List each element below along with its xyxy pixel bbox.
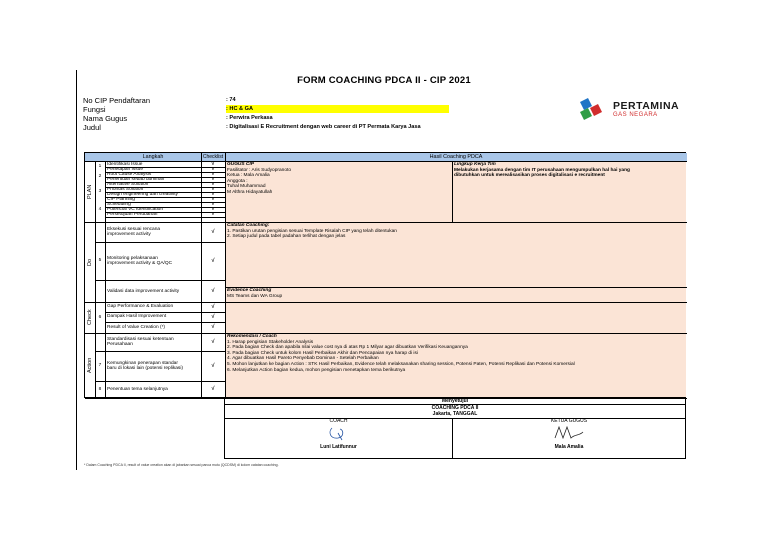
ketua-role: KETUA GUGUS bbox=[550, 418, 588, 424]
coach-signature-column bbox=[225, 418, 452, 458]
step-number: 3 bbox=[98, 189, 102, 194]
checklist-mark: √ bbox=[211, 197, 215, 202]
info-labels bbox=[83, 96, 150, 132]
checklist-mark: √ bbox=[211, 207, 215, 212]
checklist-mark: √ bbox=[211, 192, 215, 197]
step-number bbox=[95, 333, 105, 351]
step-item: Potencial VC Identification bbox=[107, 207, 163, 212]
catatan-heading: Catatan Coaching: bbox=[227, 223, 270, 228]
checklist-mark: √ bbox=[211, 177, 215, 182]
gugus-line: M Althra Hidayatullah bbox=[227, 189, 273, 195]
phase-do: Do bbox=[87, 258, 93, 266]
step-item: Root Cause Analysis bbox=[107, 172, 152, 177]
step-item: Penentuan sebab dominan bbox=[107, 177, 165, 182]
catatan-line: 2. Setiap judul pada tabel padahan terlihat dengan jelas bbox=[227, 234, 346, 240]
phase-plan: PLAN bbox=[87, 184, 93, 200]
approval-heading: Menyetujui bbox=[441, 398, 469, 404]
rekomendasi-block bbox=[226, 334, 684, 394]
step-number: 8 bbox=[98, 387, 102, 392]
gugus-line: Tuhal Muhammad bbox=[227, 184, 266, 190]
label-no-cip: No CIP Pendaftaran bbox=[83, 96, 150, 105]
evidence-block bbox=[226, 288, 684, 302]
checklist-mark: √ bbox=[211, 167, 215, 172]
step-item: Alternative Solution bbox=[107, 182, 149, 187]
label-judul: Judul bbox=[83, 123, 101, 132]
checklist-mark: √ bbox=[211, 324, 215, 330]
ketua-signature-column bbox=[453, 418, 685, 458]
value-no-cip: : 74 bbox=[226, 97, 236, 103]
step-item: Identifikasi Issue bbox=[107, 162, 143, 167]
rekomendasi-line: 5. Mohon lanjutkan ke bagian Action : STK Hasil Perbaikan, Evidence telah melaksanakan sharing session, Potensi Paten, Potensi Replikasi dan Potensi Komersial bbox=[227, 361, 575, 367]
checklist-mark: √ bbox=[211, 339, 215, 345]
checklist-mark: √ bbox=[211, 229, 215, 235]
gugus-line: Ketua : Mala Amalia bbox=[227, 173, 270, 179]
checklist-mark: √ bbox=[211, 212, 215, 217]
step-number: 6 bbox=[98, 315, 102, 320]
step-item: Standardisasi sesuai ketentuan Perusahaan bbox=[107, 337, 174, 347]
step-item: Validasi data improvement activity bbox=[107, 288, 180, 294]
gugus-line: Anggota : bbox=[227, 178, 248, 184]
checklist-mark: √ bbox=[211, 172, 215, 177]
checklist-mark: √ bbox=[211, 182, 215, 187]
step-number: 1 bbox=[98, 164, 102, 169]
step-item: Persetujuan Perubahan bbox=[107, 212, 158, 217]
step-item: Penentuan tema selanjutnya bbox=[107, 387, 168, 392]
catatan-block bbox=[226, 223, 684, 243]
approval-block bbox=[224, 397, 686, 459]
evidence-heading: Evidence Coaching bbox=[227, 288, 272, 293]
step-item: Kemungkinan penerapan standar baru di lokasi lain (potensi replikasi) bbox=[107, 361, 183, 371]
rekomendasi-line: 1. Harap pengisian Stakeholder Analysis bbox=[227, 339, 314, 345]
info-values bbox=[226, 96, 449, 132]
rekomendasi-line: 2. Pada bagian Check dan apabila nilai value cost nya di atas Rp 1 Milyar agar dibuatkan Verifikasi Keuangannya bbox=[227, 345, 468, 351]
header-hasil: Hasil Coaching PDCA bbox=[429, 154, 483, 160]
rekomendasi-line: 3. Pada bagian Check untuk kolom Hasil Perbaikan Akhir dan Pencapaian nya harap di isi bbox=[227, 350, 418, 356]
step-number: 5 bbox=[98, 258, 102, 263]
header-checklist: Checklist bbox=[202, 154, 224, 160]
step-item: CIP Planning bbox=[107, 197, 135, 202]
gugus-line: Fasilitator : Aris Sudyopranoto bbox=[227, 167, 291, 173]
phase-check: Check bbox=[87, 309, 93, 326]
step-item: Eksekusi sesuai rencana improvement activity bbox=[107, 227, 161, 237]
evidence-line: MS Teams dan WA Group bbox=[227, 293, 283, 299]
coach-role: COACH bbox=[329, 418, 348, 424]
rekomendasi-heading: Rekomendasi / Coach bbox=[227, 334, 277, 339]
coach-name: Luni Latifunnur bbox=[320, 444, 357, 450]
step-item: Scheduling bbox=[107, 202, 131, 207]
checklist-mark: √ bbox=[211, 187, 215, 192]
step-number bbox=[95, 222, 105, 242]
lingkup-line: Melakukan kerjasama dengan tim IT perusahaan mengumpulkan hal hai yang bbox=[454, 167, 630, 173]
ketua-name: Mala Amalia bbox=[554, 444, 584, 450]
gugus-heading: GUGUS CIP bbox=[227, 162, 254, 167]
approval-sub2: Jakarta, TANGGAL bbox=[432, 411, 478, 417]
footnote: * Dalam Coaching PDCA II, result of value creation akan di jabarkan sesuai panca mutu (QCDSM) di kolom catatan coaching. bbox=[84, 463, 279, 467]
step-item: Prioritas Solution bbox=[107, 187, 144, 192]
checklist-mark: √ bbox=[211, 314, 215, 320]
catatan-line: 1. Pastikan urutan pengisian sesuai Template Risalah CIP yang telah ditentukan bbox=[227, 228, 397, 234]
checklist-mark: √ bbox=[211, 162, 215, 167]
header-langkah: Langkah bbox=[142, 154, 164, 160]
page-left-rule bbox=[76, 70, 77, 470]
step-number: 4 bbox=[98, 207, 102, 212]
form-title: FORM COACHING PDCA II - CIP 2021 bbox=[297, 75, 471, 86]
label-nama-gugus: Nama Gugus bbox=[83, 114, 128, 123]
step-item: Design engineering dan creativity bbox=[107, 192, 178, 197]
coach-signature-icon bbox=[324, 424, 354, 442]
rekomendasi-line: 6. Melanjutkan Action bagian kedua, mohon pengisian menetapkan tema berikutnya bbox=[227, 367, 406, 373]
step-number: 7 bbox=[98, 363, 102, 368]
value-nama-gugus: : Perwira Perkasa bbox=[226, 115, 273, 121]
checklist-mark: √ bbox=[211, 258, 215, 264]
step-item: Dampak Hasil Improvement bbox=[107, 314, 167, 319]
gugus-block bbox=[226, 162, 451, 220]
step-item: Gap Performance & Evaluation bbox=[107, 304, 174, 309]
rekomendasi-line: 4. Agar dibuatkan Hasil Pareto Penyebab Dominan - Setelah Perbaikan bbox=[227, 356, 379, 362]
logo-name: PERTAMINA bbox=[613, 100, 680, 112]
step-number: 2 bbox=[98, 174, 102, 179]
phase-action: Action bbox=[87, 357, 93, 374]
checklist-mark: √ bbox=[211, 304, 215, 310]
approval-sub1: COACHING PDCA II bbox=[431, 405, 479, 411]
label-fungsi: Fungsi bbox=[83, 105, 106, 114]
checklist-mark: √ bbox=[211, 386, 215, 392]
step-item: Monitoring pelaksanaan improvement activity & QA/QC bbox=[107, 256, 173, 266]
step-item: Result of Value Creation (*) bbox=[107, 325, 166, 330]
checklist-mark: √ bbox=[211, 288, 215, 294]
lingkup-line: dibutuhkan untuk merealisasikan proses digitalisasi e recruitment bbox=[454, 173, 605, 179]
value-judul: : Digitalisasi E Recruitment dengan web career di PT Permata Karya Jasa bbox=[226, 124, 421, 130]
step-item: Penetapan Issue bbox=[107, 167, 144, 172]
step-number bbox=[95, 280, 105, 302]
logo-sub: GAS NEGARA bbox=[613, 112, 658, 118]
coaching-table bbox=[84, 152, 686, 398]
checklist-mark: √ bbox=[211, 363, 215, 369]
lingkup-block bbox=[453, 162, 685, 220]
lingkup-heading: Lingkup Kerja Tim bbox=[454, 162, 496, 167]
value-fungsi: : HC & GA bbox=[226, 105, 449, 113]
ketua-signature-icon bbox=[549, 424, 589, 442]
checklist-mark: √ bbox=[211, 202, 215, 207]
